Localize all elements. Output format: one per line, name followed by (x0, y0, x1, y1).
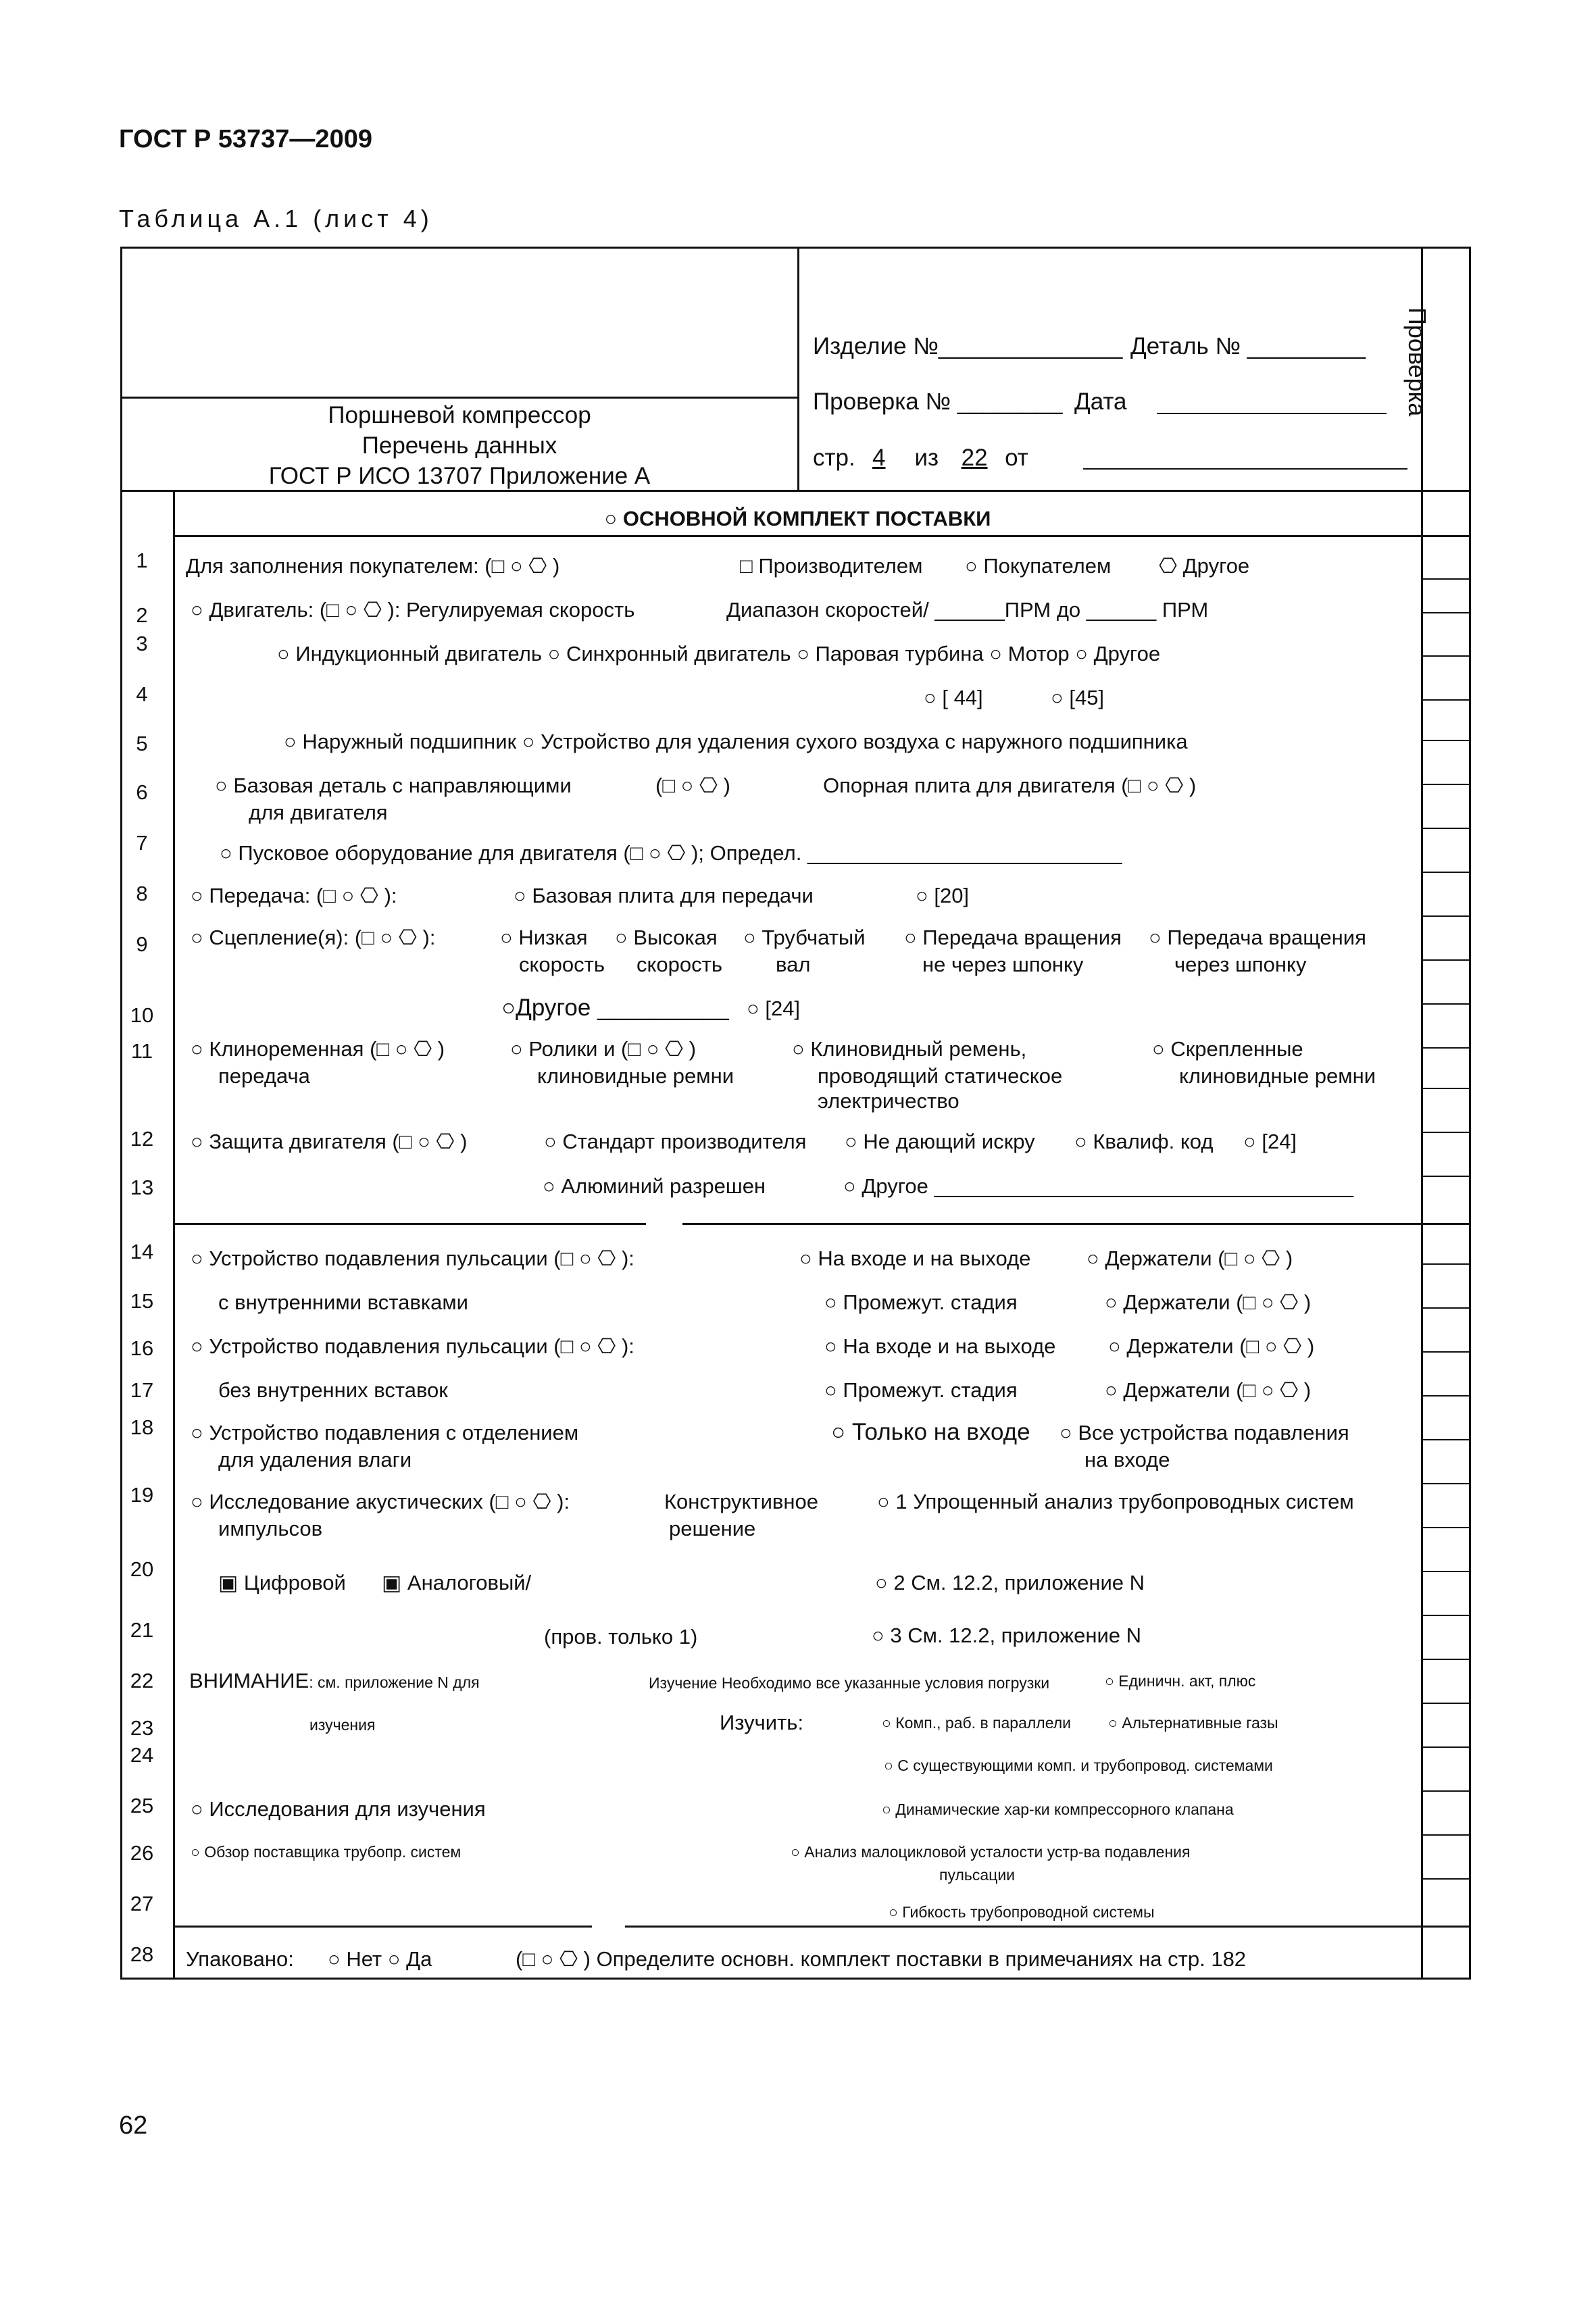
supports-option-16[interactable]: ○ Держатели (□ ○ ⎔ ) (1108, 1334, 1315, 1358)
row-number: 5 (136, 732, 148, 755)
guard-other-field[interactable]: ○ Другое ____________________________________ (843, 1174, 1354, 1198)
interstage-option-17[interactable]: ○ Промежут. стадия (824, 1378, 1018, 1402)
nonsparking-option[interactable]: ○ Не дающий искру (845, 1130, 1035, 1153)
motor-soleplate-option[interactable]: Опорная плита для двигателя (□ ○ ⎔ ) (823, 774, 1197, 797)
study-conditions-note: Изучение Необходимо все указанные условия погрузки (649, 1674, 1050, 1692)
page-of-label: стр. 4 из 22 от (813, 445, 1028, 471)
piping-review-option[interactable]: ○ Обзор поставщика трубопр. систем (191, 1843, 462, 1861)
row-number: 23 (130, 1716, 154, 1740)
supports-option-15[interactable]: ○ Держатели (□ ○ ⎔ ) (1105, 1290, 1312, 1314)
coupling-option[interactable]: ○ Сцепление(я): (□ ○ ⎔ ): (191, 926, 436, 949)
row-number: 20 (130, 1557, 154, 1581)
sheaves-belts-label: клиновидные ремни (537, 1064, 734, 1088)
row-number: 14 (130, 1240, 154, 1263)
bearing-options[interactable]: ○ Наружный подшипник ○ Устройство для удаления сухого воздуха с наружного подшипника (284, 730, 1188, 753)
studies-option[interactable]: ○ Исследования для изучения (191, 1797, 486, 1821)
row-number: 8 (136, 882, 148, 905)
baseplate-guides-scope[interactable]: (□ ○ ⎔ ) (655, 774, 730, 797)
vbelt-drive-label: передача (218, 1064, 310, 1088)
ref-45-option[interactable]: ○ [45] (1051, 686, 1105, 709)
keyless-option[interactable]: ○ Передача вращения (904, 926, 1122, 949)
row-number: 13 (130, 1176, 154, 1199)
row-number: 6 (136, 780, 148, 804)
row-number: 1 (136, 549, 148, 572)
keyless-label: не через шпонку (922, 953, 1084, 976)
sheaves-belts-option[interactable]: ○ Ролики и (□ ○ ⎔ ) (510, 1037, 697, 1061)
date-underline[interactable] (1157, 413, 1387, 414)
baseplate-guides-label: для двигателя (249, 801, 388, 824)
check-column-header: Проверка (1403, 307, 1431, 417)
buyer-fill-option[interactable]: Для заполнения покупателем: (□ ○ ⎔ ) (186, 554, 560, 578)
starting-equipment-option[interactable]: ○ Пусковое оборудование для двигателя (□ ○ ⎔ ); Определ. ___________________________ (220, 841, 1122, 865)
row-number: 10 (130, 1003, 154, 1027)
baseplate-guides-option[interactable]: ○ Базовая деталь с направляющими (215, 774, 572, 797)
ref-24-guard-option[interactable]: ○ [24] (1243, 1130, 1297, 1153)
buyer-option[interactable]: ○ Покупателем (965, 554, 1112, 578)
without-inserts-label: без внутренних вставок (218, 1378, 448, 1402)
detal-field[interactable]: Деталь № _________ (1130, 333, 1366, 359)
date-label: Дата (1074, 388, 1127, 415)
title-line-3: ГОСТ Р ИСО 13707 Приложение А (268, 463, 651, 489)
to-study-label: Изучить: (720, 1711, 804, 1734)
pulsation-device-without-inserts-option[interactable]: ○ Устройство подавления пульсации (□ ○ ⎔ ): (191, 1334, 634, 1358)
low-speed-label: скорость (519, 953, 605, 976)
ref-44-option[interactable]: ○ [ 44] (924, 686, 983, 709)
row-number: 24 (130, 1743, 154, 1767)
study-label: изучения (309, 1716, 376, 1734)
page-number: 62 (119, 2111, 148, 2140)
motor-option[interactable]: ○ Двигатель: (□ ○ ⎔ ): Регулируемая скорость (191, 598, 635, 622)
separator-device-label: для удаления влаги (218, 1448, 412, 1472)
row-number: 7 (136, 831, 148, 855)
static-conductive-option[interactable]: ○ Клиновидный ремень, (792, 1037, 1027, 1061)
ref-24-option[interactable]: ○ [24] (747, 997, 801, 1020)
row-number: 21 (130, 1618, 154, 1642)
title-line-2: Перечень данных (361, 432, 557, 459)
ref-20-option[interactable]: ○ [20] (916, 884, 970, 907)
row-number: 17 (130, 1378, 154, 1402)
vbelt-drive-option[interactable]: ○ Клиноременная (□ ○ ⎔ ) (191, 1037, 445, 1061)
analog-checkbox[interactable]: ▣ Аналоговый/ (382, 1571, 532, 1594)
row-number: 12 (130, 1127, 154, 1151)
row-number: 15 (130, 1289, 154, 1313)
row-number: 25 (130, 1794, 154, 1817)
row-number: 19 (130, 1483, 154, 1507)
row-number: 18 (130, 1415, 154, 1439)
attention-note: ВНИМАНИЕ: см. приложение N для (189, 1669, 480, 1692)
approach-3-option[interactable]: ○ 3 См. 12.2, приложение N (872, 1624, 1142, 1647)
static-conductive-label-3: электричество (818, 1089, 959, 1113)
acoustic-study-label: импульсов (218, 1517, 323, 1540)
approach-2-option[interactable]: ○ 2 См. 12.2, приложение N (875, 1571, 1145, 1594)
pulsation-device-with-inserts-option[interactable]: ○ Устройство подавления пульсации (□ ○ ⎔ ): (191, 1247, 634, 1270)
qualification-code-option[interactable]: ○ Квалиф. код (1074, 1130, 1214, 1153)
gost-header: ГОСТ Р 53737—2009 (119, 125, 372, 153)
existing-systems-option[interactable]: ○ С существующими комп. и трубопровод. системами (884, 1757, 1273, 1774)
packaged-scope-note[interactable]: (□ ○ ⎔ ) Определите основн. комплект поставки в примечаниях на стр. 182 (516, 1947, 1247, 1971)
row-number: 28 (130, 1942, 154, 1966)
design-solution-label-2: решение (669, 1517, 756, 1540)
inlet-outlet-option-14[interactable]: ○ На входе и на выходе (799, 1247, 1031, 1270)
inlet-only-option[interactable]: ○ Только на входе (831, 1419, 1030, 1445)
title-line-1: Поршневой компрессор (328, 402, 591, 428)
digital-checkbox[interactable]: ▣ Цифровой (218, 1571, 346, 1594)
piping-flexibility-option[interactable]: ○ Гибкость трубопроводной системы (889, 1903, 1155, 1921)
row-number: 22 (130, 1669, 154, 1692)
interstage-option-15[interactable]: ○ Промежут. стадия (824, 1290, 1018, 1314)
single-act-option[interactable]: ○ Единичн. акт, плюс (1105, 1672, 1256, 1690)
gear-option[interactable]: ○ Передача: (□ ○ ⎔ ): (191, 884, 397, 907)
low-speed-option[interactable]: ○ Низкая (500, 926, 588, 949)
other-option[interactable]: ⎔ Другое (1159, 554, 1250, 578)
parallel-compressors-option[interactable]: ○ Комп., раб. в параллели (882, 1714, 1072, 1732)
motor-guard-option[interactable]: ○ Защита двигателя (□ ○ ⎔ ) (191, 1130, 468, 1153)
valve-dynamics-option[interactable]: ○ Динамические хар-ки компрессорного клапана (882, 1801, 1234, 1818)
gear-baseplate-option[interactable]: ○ Базовая плита для передачи (514, 884, 814, 907)
row-number: 26 (130, 1841, 154, 1865)
simplified-analysis-option[interactable]: ○ 1 Упрощенный анализ трубопроводных систем (877, 1490, 1354, 1513)
speed-range-field[interactable]: Диапазон скоростей/ ______ПРМ до ______ ПРМ (726, 598, 1209, 622)
acoustic-study-option[interactable]: ○ Исследование акустических (□ ○ ⎔ ): (191, 1490, 570, 1513)
packaged-label: Упаковано: (186, 1947, 294, 1971)
packaged-yes-no-options[interactable]: ○ Нет ○ Да (328, 1947, 432, 1971)
static-conductive-label-2: проводящий статическое (818, 1064, 1063, 1088)
table-caption: Таблица А.1 (лист 4) (119, 205, 433, 232)
row-number: 9 (136, 932, 148, 956)
row-number: 4 (136, 682, 148, 706)
vendor-standard-option[interactable]: ○ Стандарт производителя (544, 1130, 807, 1153)
fatigue-analysis-label: пульсации (939, 1866, 1016, 1884)
all-inlet-devices-option[interactable]: ○ Все устройства подавления (1059, 1421, 1349, 1444)
high-speed-option[interactable]: ○ Высокая (615, 926, 718, 949)
row-number: 16 (130, 1336, 154, 1360)
coupling-other-field[interactable]: ○Другое __________ (501, 995, 729, 1021)
alternative-gases-option[interactable]: ○ Альтернативные газы (1108, 1714, 1278, 1732)
banded-belts-option[interactable]: ○ Скрепленные (1152, 1037, 1303, 1061)
row-number: 11 (130, 1039, 153, 1063)
motor-type-options[interactable]: ○ Индукционный двигатель ○ Синхронный двигатель ○ Паровая турбина ○ Мотор ○ Другое (277, 642, 1161, 665)
izdelie-field[interactable]: Изделие №______________ (813, 333, 1123, 359)
all-inlet-devices-label: на входе (1084, 1448, 1170, 1472)
ot-underline[interactable] (1083, 468, 1407, 470)
supports-option-14[interactable]: ○ Держатели (□ ○ ⎔ ) (1087, 1247, 1293, 1270)
fatigue-analysis-option[interactable]: ○ Анализ малоцикловой усталости устр-ва подавления (791, 1843, 1191, 1861)
supports-option-17[interactable]: ○ Держатели (□ ○ ⎔ ) (1105, 1378, 1312, 1402)
keyed-option[interactable]: ○ Передача вращения (1149, 926, 1366, 949)
row-number: 2 (136, 603, 148, 627)
separator-device-option[interactable]: ○ Устройство подавления с отделением (191, 1421, 579, 1444)
keyed-label: через шпонку (1174, 953, 1307, 976)
row-number: 3 (136, 632, 148, 655)
tubular-shaft-option[interactable]: ○ Трубчатый (743, 926, 866, 949)
inlet-outlet-option-16[interactable]: ○ На входе и на выходе (824, 1334, 1056, 1358)
banded-belts-label: клиновидные ремни (1179, 1064, 1376, 1088)
row-number: 27 (130, 1892, 154, 1915)
proverka-no-field[interactable]: Проверка № ________ (813, 388, 1063, 415)
design-solution-label: Конструктивное (664, 1490, 819, 1513)
high-speed-label: скорость (637, 953, 722, 976)
manufacturer-option[interactable]: □ Производителем (740, 554, 923, 578)
aluminum-allowed-option[interactable]: ○ Алюминий разрешен (543, 1174, 766, 1198)
tubular-shaft-label: вал (776, 953, 811, 976)
check-only-one-note: (пров. только 1) (544, 1625, 698, 1649)
section-title: ○ ОСНОВНОЙ КОМПЛЕКТ ПОСТАВКИ (604, 507, 991, 530)
with-inserts-label: с внутренними вставками (218, 1290, 468, 1314)
